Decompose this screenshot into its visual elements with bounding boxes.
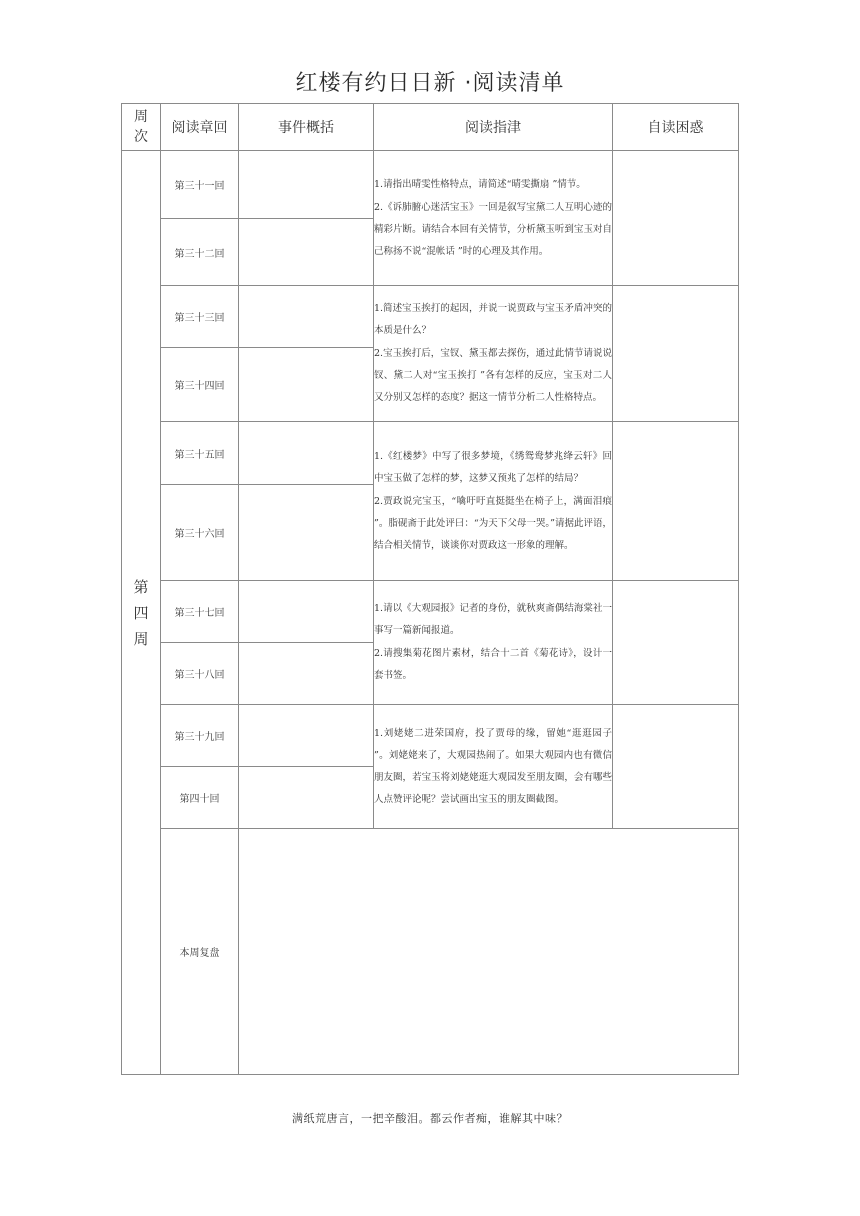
- header-guide: 阅读指津: [374, 104, 613, 151]
- chapter-40: 第四十回: [161, 767, 239, 829]
- guide-1-item-2: 2.《诉肺腑心迷活宝玉》一回是叙写宝黛二人互明心迹的精彩片断。请结合本回有关情节，分析黛玉听到宝玉对自己称扬不说“混帐话 ”时的心理及其作用。: [374, 201, 612, 257]
- chapter-35: 第三十五回: [161, 422, 239, 485]
- reading-table: [121, 103, 739, 1075]
- confusion-cell-1[interactable]: [613, 151, 739, 286]
- confusion-cell-5[interactable]: [613, 705, 739, 829]
- chapter-37: 第三十七回: [161, 581, 239, 643]
- confusion-cell-2[interactable]: [613, 286, 739, 422]
- guide-2-item-2: 2.宝玉挨打后，宝钗、黛玉都去探伤，通过此情节请说说钗、黛二人对“宝玉挨打 ”各有怎样的反应，宝玉对二人又分别又怎样的态度？据这一情节分析二人性格特点。: [374, 348, 612, 403]
- summary-cell-31[interactable]: [239, 151, 374, 219]
- summary-cell-33[interactable]: [239, 286, 374, 348]
- confusion-cell-3[interactable]: [613, 422, 739, 581]
- header-summary: 事件概括: [239, 104, 374, 151]
- weekly-review-label: 本周复盘: [161, 829, 239, 1075]
- summary-cell-36[interactable]: [239, 485, 374, 581]
- guide-3-item-2: 2.贾政说完宝玉，“噙吁吁直挺挺坐在椅子上，满面泪痕 ”。脂砚斋于此处评曰：“为天下父母一哭。”请据此评语，结合相关情节，谈谈你对贾政这一形象的理解。: [374, 495, 612, 551]
- chapter-31: 第三十一回: [161, 151, 239, 219]
- summary-cell-32[interactable]: [239, 219, 374, 286]
- guide-group-3: [374, 422, 613, 581]
- guide-3-item-1: 1.《红楼梦》中写了很多梦境，《绣鸳鸯梦兆绛云轩》回中宝玉做了怎样的梦，这梦又预兆了怎样的结局？: [374, 450, 612, 484]
- chapter-39: 第三十九回: [161, 705, 239, 767]
- header-confusion: 自读困惑: [613, 104, 739, 151]
- page-title: 红楼有约日日新 ·阅读清单: [295, 71, 565, 96]
- header-chapter: 阅读章回: [161, 104, 239, 151]
- header-week: 周次: [122, 104, 161, 151]
- guide-group-4: [374, 581, 613, 705]
- guide-4-item-2: 2.请搜集菊花图片素材，结合十二首《菊花诗》，设计一套书签。: [374, 648, 612, 681]
- guide-1-item-1: 1.请指出晴雯性格特点，请简述“晴雯撕扇 ”情节。: [374, 178, 586, 190]
- guide-5-item-1: 1.刘姥姥二进荣国府，投了贾母的缘，留她“逛逛园子 ”。刘姥姥来了，大观园热闹了。如果大观园内也有微信朋友圈，若宝玉将刘姥姥逛大观园发至朋友圈，会有哪些人点赞评论呢？尝试画出宝玉的朋友圈截图。: [374, 727, 612, 805]
- summary-cell-40[interactable]: [239, 767, 374, 829]
- chapter-38: 第三十八回: [161, 643, 239, 705]
- confusion-cell-4[interactable]: [613, 581, 739, 705]
- chapter-33: 第三十三回: [161, 286, 239, 348]
- chapter-36: 第三十六回: [161, 485, 239, 581]
- guide-group-1: [374, 151, 613, 286]
- summary-cell-35[interactable]: [239, 422, 374, 485]
- chapter-34: 第三十四回: [161, 348, 239, 422]
- footer-quote: 满纸荒唐言，一把辛酸泪。都云作者痴，谁解其中味？: [292, 1112, 568, 1125]
- guide-group-2: [374, 286, 613, 422]
- guide-4-item-1: 1.请以《大观园报》记者的身份，就秋爽斋偶结海棠社一事写一篇新闻报道。: [374, 603, 612, 636]
- guide-group-5: [374, 705, 613, 829]
- guide-2-item-1: 1.简述宝玉挨打的起因，并说一说贾政与宝玉矛盾冲突的本质是什么？: [374, 303, 612, 336]
- summary-cell-37[interactable]: [239, 581, 374, 643]
- summary-cell-38[interactable]: [239, 643, 374, 705]
- weekly-review-cell[interactable]: [239, 829, 739, 1075]
- week-label: 第四周: [122, 151, 161, 1075]
- header-row: [122, 104, 739, 151]
- summary-cell-34[interactable]: [239, 348, 374, 422]
- chapter-32: 第三十二回: [161, 219, 239, 286]
- summary-cell-39[interactable]: [239, 705, 374, 767]
